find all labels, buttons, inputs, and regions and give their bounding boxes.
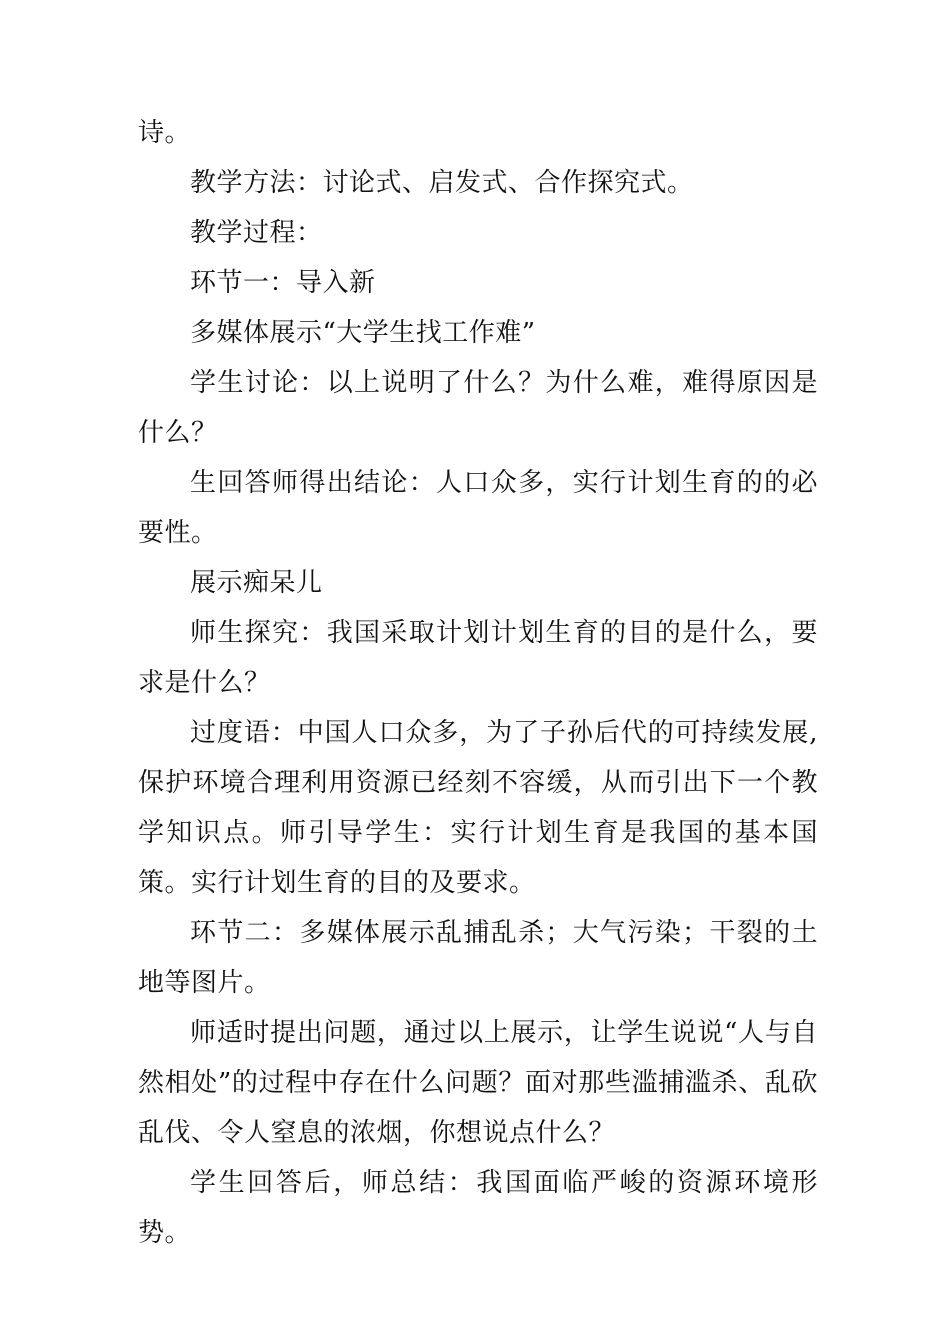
paragraph-poem-end: 诗。	[138, 118, 192, 148]
paragraph-teaching-methods: 教学方法：讨论式、启发式、合作探究式。	[190, 168, 694, 198]
paragraph-step-one: 环节一：导入新	[190, 268, 376, 298]
paragraph-multimedia-jobs: 多媒体展示“大学生找工作难”	[190, 318, 536, 348]
paragraph-summary: 学生回答后，师总结：我国面临严峻的资源环境形势。	[138, 1168, 818, 1248]
paragraph-inquiry: 师生探究：我国采取计划计划生育的目的是什么，要求是什么？	[138, 618, 818, 698]
paragraph-student-discussion: 学生讨论：以上说明了什么？为什么难，难得原因是什么？	[138, 368, 818, 448]
document-body	[138, 108, 818, 1258]
paragraph-teacher-question: 师适时提出问题，通过以上展示，让学生说说“人与自然相处”的过程中存在什么问题？面对那些滥捕滥杀、乱砍乱伐、令人窒息的浓烟，你想说点什么？	[138, 1018, 818, 1148]
paragraph-teaching-process: 教学过程：	[190, 218, 323, 248]
paragraph-conclusion: 生回答师得出结论：人口众多，实行计划生育的的必要性。	[138, 468, 818, 548]
paragraph-step-two: 环节二：多媒体展示乱捕乱杀；大气污染；干裂的土地等图片。	[138, 918, 818, 998]
paragraph-transition: 过度语：中国人口众多，为了子孙后代的可持续发展,保护环境合理利用资源已经刻不容缓，从而引出下一个教学知识点。师引导学生：实行计划生育是我国的基本国策。实行计划生育的目的及要求。	[138, 718, 818, 898]
paragraph-show-example: 展示痴呆儿	[190, 568, 323, 598]
